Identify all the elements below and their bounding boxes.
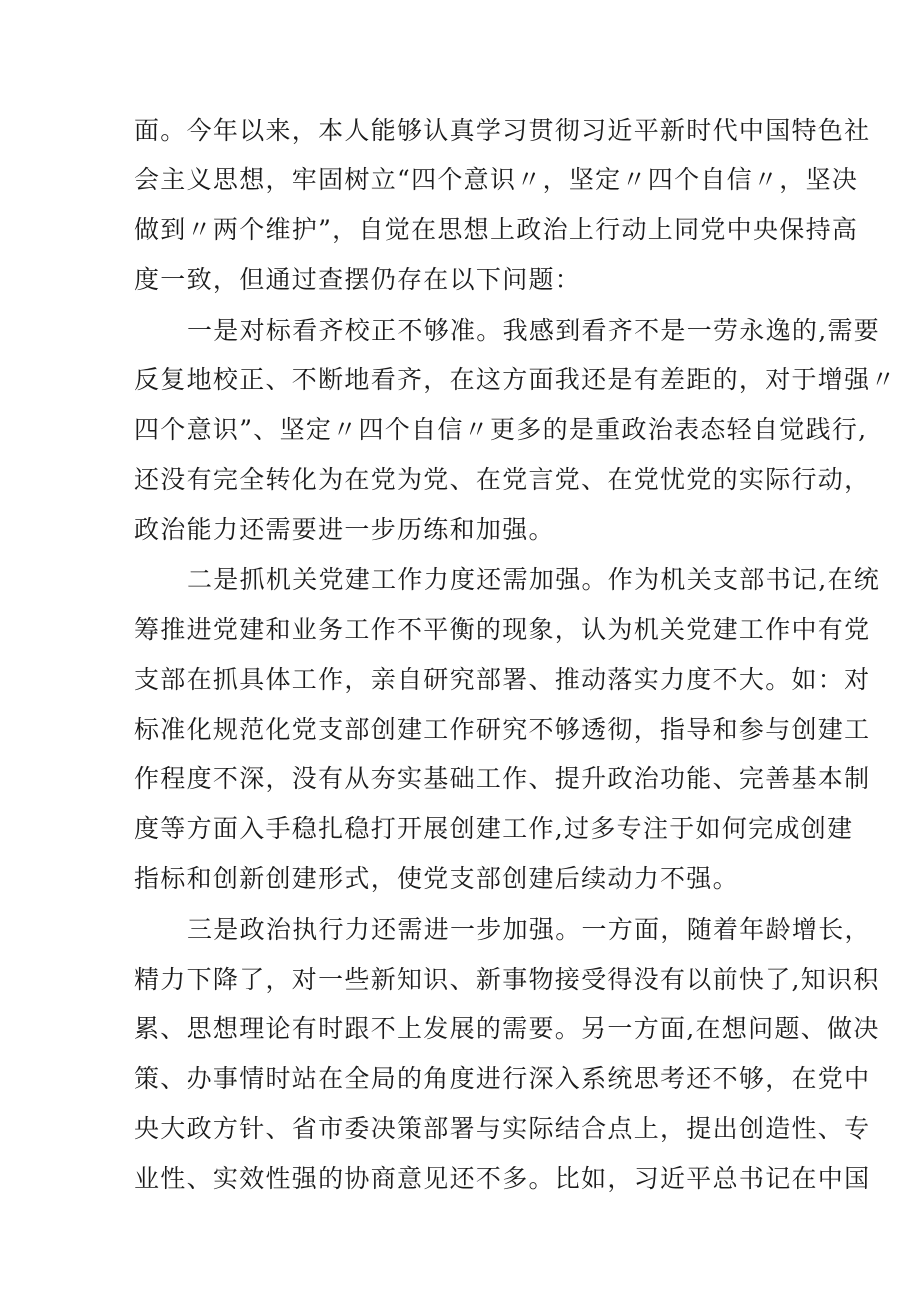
text-line: 筹推进党建和业务工作不平衡的现象，认为机关党建工作中有党 xyxy=(134,615,871,644)
text-line: 度等方面入手稳扎稳打开展创建工作,过多专注于如何完成创建 xyxy=(134,814,854,843)
text-line: 业性、实效性强的协商意见还不多。比如，习近平总书记在中国 xyxy=(134,1164,871,1193)
text-line: 作程度不深，没有从夯实基础工作、提升政治功能、完善基本制 xyxy=(134,764,871,793)
text-line: 度一致，但通过查摆仍存在以下问题： xyxy=(134,265,582,294)
text-line: 做到〃两个维护”，自觉在思想上政治上行动上同党中央保持高 xyxy=(134,215,859,244)
text-line: 央大政方针、省市委决策部署与实际结合点上，提出创造性、专 xyxy=(134,1114,871,1143)
text-line: 面。今年以来，本人能够认真学习贯彻习近平新时代中国特色社 xyxy=(134,116,871,145)
text-line: 累、思想理论有时跟不上发展的需要。另一方面,在想问题、做决 xyxy=(134,1014,880,1043)
text-line: 支部在抓具体工作，亲自研究部署、推动落实力度不大。如：对 xyxy=(134,665,871,694)
paragraph-first-line: 二是抓机关党建工作力度还需加强。作为机关支部书记,在统 xyxy=(187,565,881,594)
paragraph-first-line: 三是政治执行力还需进一步加强。一方面，随着年龄增长， xyxy=(187,915,871,944)
text-line: 反复地校正、不断地看齐，在这方面我还是有差距的，对于增强〃 xyxy=(134,365,897,394)
text-line: 会主义思想，牢固树立“四个意识〃，坚定〃四个自信〃，坚决 xyxy=(134,165,859,194)
text-line: 还没有完全转化为在党为党、在党言党、在党忧党的实际行动， xyxy=(134,465,871,494)
text-line: 精力下降了，对一些新知识、新事物接受得没有以前快了,知识积 xyxy=(134,965,880,994)
paragraph-first-line: 一是对标看齐校正不够准。我感到看齐不是一劳永逸的,需要 xyxy=(187,316,881,345)
text-line: 策、办事情时站在全局的角度进行深入系统思考还不够，在党中 xyxy=(134,1064,871,1093)
text-line: 标准化规范化党支部创建工作研究不够透彻，指导和参与创建工 xyxy=(134,715,871,744)
text-line: 四个意识”、坚定〃四个自信〃更多的是重政治表态轻自觉践行, xyxy=(134,415,868,444)
text-line: 指标和创新创建形式，使党支部创建后续动力不强。 xyxy=(134,864,739,893)
text-line: 政治能力还需要进一步历练和加强。 xyxy=(134,515,555,544)
